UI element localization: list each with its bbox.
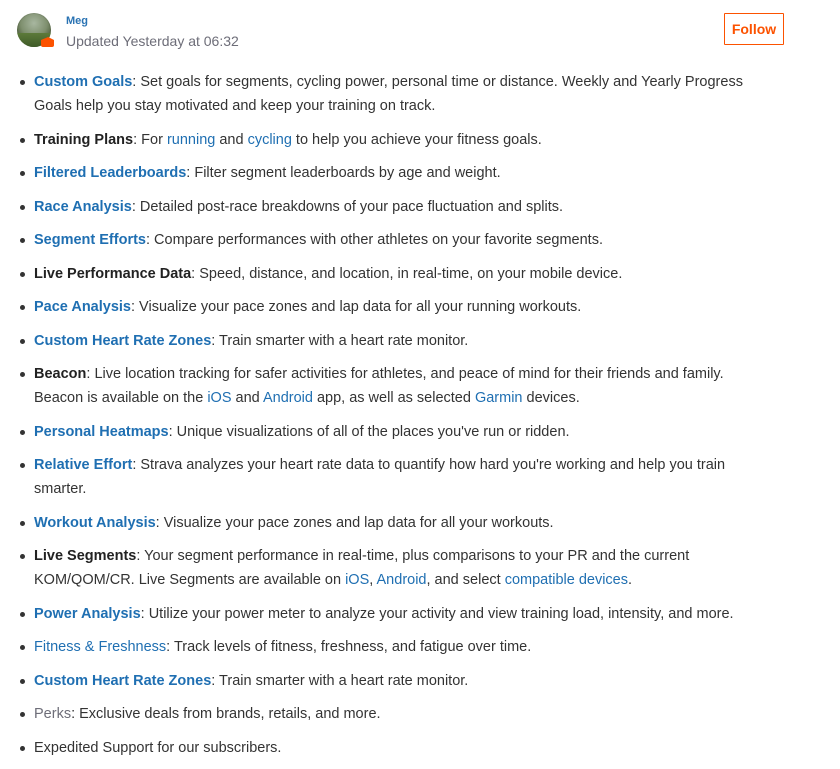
feature-text: : Strava analyzes your heart rate data to quantify how hard you're working and help you train smarter. (34, 457, 726, 497)
feature-link[interactable]: Custom Heart Rate Zones (34, 332, 212, 349)
feature-text: : Visualize your pace zones and lap data for all your running workouts. (131, 299, 582, 315)
feature-text: : Utilize your power meter to analyze your activity and view training load, intensity, and more. (140, 605, 734, 622)
feature-title: Training Plans (34, 131, 134, 148)
follow-button[interactable]: Follow (724, 13, 784, 45)
feature-link[interactable]: Personal Heatmaps (34, 423, 169, 440)
feature-item (34, 362, 774, 410)
feature-link[interactable]: Filtered Leaderboards (34, 165, 187, 181)
feature-text: : Detailed post-race breakdowns of your pace fluctuation and splits. (131, 198, 564, 215)
feature-link[interactable]: Race Analysis (34, 198, 132, 215)
feature-item (34, 453, 774, 501)
feature-text: : Speed, distance, and location, in real-time, on your mobile device. (191, 265, 623, 282)
feature-title: Perks (34, 706, 72, 722)
feature-item (34, 262, 774, 286)
feature-text: and (231, 390, 263, 406)
feature-link[interactable]: cycling (247, 131, 292, 148)
feature-text: : Filter segment leaderboards by age and weight. (186, 165, 501, 181)
feature-item (34, 70, 774, 118)
feature-text: devices. (522, 390, 580, 406)
feature-link[interactable]: iOS (207, 390, 232, 406)
feature-item (34, 511, 774, 535)
author-name-link[interactable]: Meg (66, 15, 88, 27)
feature-text: and (215, 131, 248, 148)
feature-link[interactable]: Workout Analysis (34, 514, 156, 531)
feature-text: . (628, 572, 633, 588)
feature-item (34, 602, 774, 626)
feature-list (0, 70, 774, 769)
feature-item (34, 295, 774, 319)
feature-link[interactable]: Android (376, 572, 427, 588)
feature-text: : Unique visualizations of all of the places you've run or ridden. (168, 423, 570, 440)
feature-item (34, 669, 774, 693)
feature-item (34, 128, 774, 152)
feature-item (34, 228, 774, 252)
feature-link[interactable]: Power Analysis (34, 605, 141, 622)
feature-item (34, 420, 774, 444)
feature-link[interactable]: Android (262, 390, 313, 406)
feature-text: , and select (426, 572, 505, 588)
feature-link[interactable]: Custom Heart Rate Zones (34, 672, 212, 689)
feature-link[interactable]: Pace Analysis (34, 299, 131, 315)
feature-text: , (369, 572, 377, 588)
feature-link[interactable]: Fitness & Freshness (34, 639, 167, 655)
feature-text: : Train smarter with a heart rate monitor. (211, 332, 469, 349)
feature-text: : Live location tracking for safer activities for athletes, and peace of mind for their friends and family. Beacon is available on the (34, 366, 724, 406)
feature-link[interactable]: Custom Goals (34, 74, 133, 90)
feature-link[interactable]: running (166, 131, 216, 148)
feature-item (34, 702, 774, 726)
feature-text: Expedited Support for our subscribers. (34, 739, 282, 756)
updated-timestamp: Updated Yesterday at 06:32 (66, 33, 239, 49)
feature-link[interactable]: Segment Efforts (34, 232, 146, 248)
feature-text: app, as well as selected (312, 390, 475, 406)
feature-title: Beacon (34, 366, 87, 382)
feature-link[interactable]: iOS (345, 572, 370, 588)
feature-text: : Compare performances with other athletes on your favorite segments. (146, 232, 603, 248)
feature-item (34, 195, 774, 219)
feature-item (34, 736, 774, 760)
feature-link[interactable]: Relative Effort (34, 457, 133, 473)
feature-link[interactable]: compatible devices (504, 572, 629, 588)
page-top-edge (0, 0, 840, 3)
feature-title: Live Segments (34, 548, 137, 564)
feature-text: : Visualize your pace zones and lap data for all your workouts. (155, 514, 554, 531)
feature-text: : Set goals for segments, cycling power, personal time or distance. Weekly and Yearly Progress Goals help you stay motivated and keep your training on track. (34, 74, 743, 114)
feature-title: Live Performance Data (34, 265, 192, 282)
feature-text: : Train smarter with a heart rate monitor. (211, 672, 469, 689)
feature-item (34, 161, 774, 185)
feature-link[interactable]: Garmin (474, 390, 523, 406)
feature-item (34, 544, 774, 592)
feature-item (34, 329, 774, 353)
feature-text: : Track levels of fitness, freshness, and fatigue over time. (166, 639, 532, 655)
feature-text: : Exclusive deals from brands, retails, and more. (71, 706, 381, 722)
feature-text: : For (133, 131, 167, 148)
feature-text: to help you achieve your fitness goals. (291, 131, 542, 148)
feature-text: : Your segment performance in real-time, plus comparisons to your PR and the current KOM/QOM/CR. Live Segments are available on (34, 548, 690, 588)
feature-item (34, 635, 774, 659)
